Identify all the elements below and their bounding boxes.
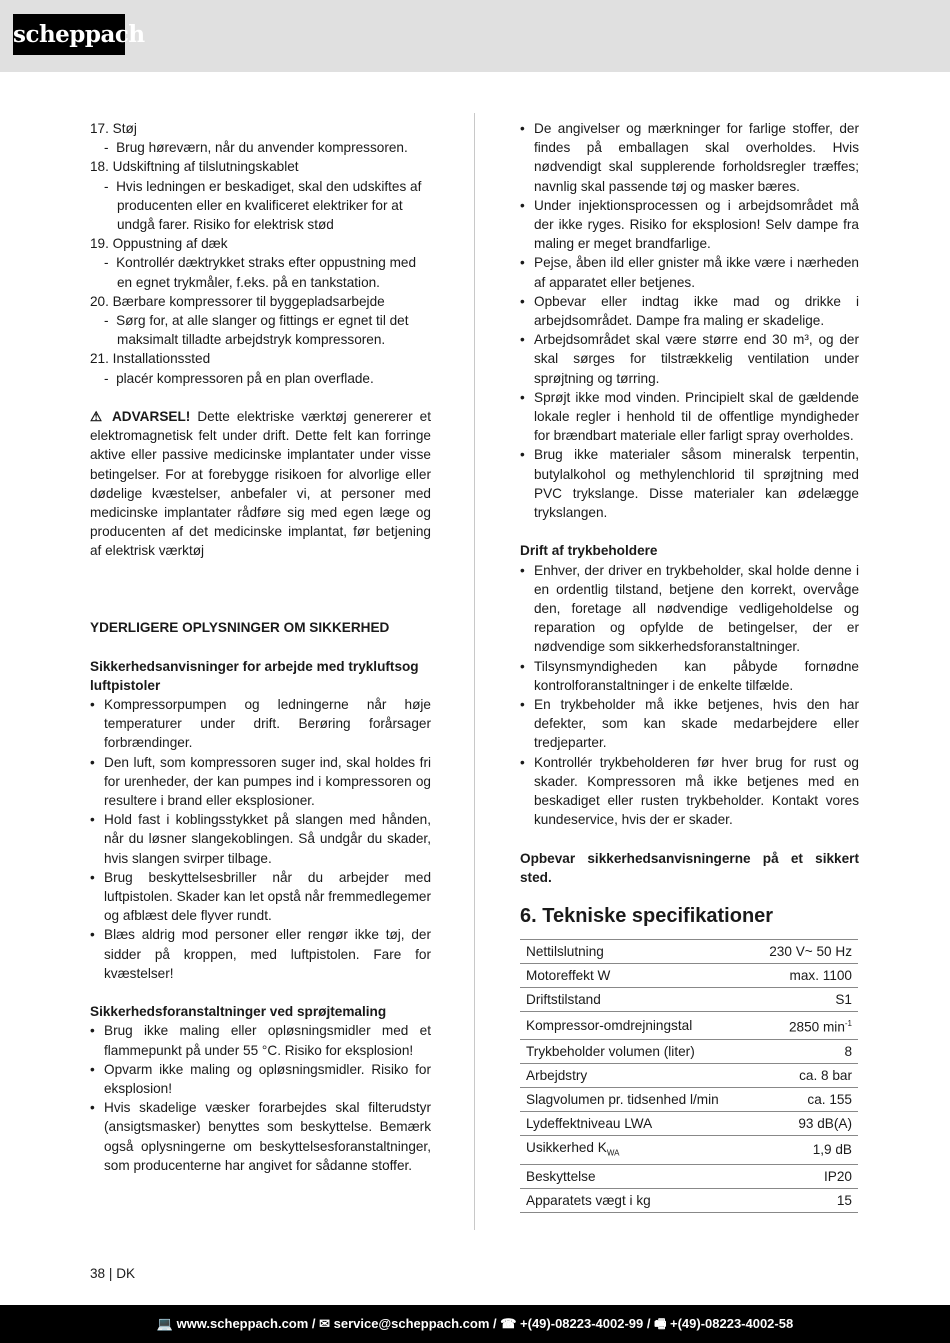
spec-label: Driftstilstand [520, 988, 751, 1012]
table-row [520, 940, 858, 964]
list-item-detail: - placér kompressoren på en plan overflade. [104, 370, 374, 386]
table-row [520, 1012, 858, 1040]
list-item: • Brug ikke materialer såsom mineralsk terpentin, butylalkohol og methylenchlorid til sprøjtning med PVC trykslange. Disse materialer kan ødelægge trykslangen. [520, 445, 859, 522]
spec-value: 15 [751, 1189, 858, 1213]
bullet-list [520, 561, 859, 830]
list-item: • Arbejdsområdet skal være større end 30 m³, og der skal sørges for tilstrækkelig ventilation under sprøjtning og tørring. [520, 330, 859, 388]
bullet-list [90, 695, 431, 983]
page-header [0, 0, 950, 72]
spec-label: Beskyttelse [520, 1165, 751, 1189]
list-item-detail: - Kontrollér dæktrykket straks efter oppustning med en egnet trykmåler, f.eks. på en tankstation. [104, 255, 417, 290]
list-item: • Sprøjt ikke mod vinden. Principielt skal de gældende lokale regler i henhold til de offentlige myndigheder for brændbart materiale eller farligt spray overholdes. [520, 388, 859, 446]
spec-label: Lydeffektniveau LWA [520, 1111, 751, 1135]
numbered-list [90, 119, 431, 388]
list-item: • Opvarm ikke maling og opløsningsmidler. Risiko for eksplosion! [90, 1060, 431, 1098]
spec-value: 2850 $\min^{-1}$ [751, 1012, 858, 1040]
list-item-detail: - Brug høreværn, når du anvender kompressoren. [104, 140, 408, 156]
list-item-detail: - Hvis ledningen er beskadiget, skal den udskiftes af producenten eller en kvalificeret elektriker for at undgå farer. Risiko for elektrisk stød [104, 178, 422, 233]
spec-value: 1,9 dB [751, 1135, 858, 1165]
spec-label: Trykbeholder volumen (liter) [520, 1039, 751, 1063]
list-item: • Enhver, der driver en trykbeholder, skal holde denne i en ordentlig tilstand, betjene den korrekt, overvåge den, foretage all nødvendige vedligeholdelse og reparation og opfylde de betingelser, der er nødvendige som sikkerhedsforanstaltninger. [520, 561, 859, 657]
list-item-number: 19. Oppustning af dæk [90, 236, 228, 252]
bullet-list [90, 1021, 431, 1175]
list-item: • De angivelser og mærkninger for farlige stoffer, der findes på emballagen skal overholdes. Hvis nødvendigt skal supplerende forholdsregler træffes; navnlig skal passende tøj og masker bæres. [520, 119, 859, 196]
spec-value: ca. 8 bar [751, 1063, 858, 1087]
list-item: • Pejse, åben ild eller gnister må ikke være i nærheden af apparatet eller betjenes. [520, 253, 859, 291]
right-column [520, 119, 859, 1213]
spec-value: max. 1100 [751, 964, 858, 988]
specs-table [520, 939, 858, 1213]
page-footer: 💻 www.scheppach.com / ✉ service@scheppach.com / ☎ +(49)-08223-4002-99 / 🖷 +(49)-08223-4002-58 [0, 1305, 950, 1343]
spec-value: 230 V~ 50 Hz [751, 940, 858, 964]
spec-value: 93 dB(A) [751, 1111, 858, 1135]
subsection-title: Sikkerhedsforanstaltninger ved sprøjtemaling [90, 1004, 387, 1020]
spec-value: IP20 [751, 1165, 858, 1189]
table-row [520, 1111, 858, 1135]
list-item: • Den luft, som kompressoren suger ind, skal holdes fri for urenheder, der kan pumpes ind i kompressoren og resultere i brand eller eksplosioner. [90, 753, 431, 811]
list-item: • Kontrollér trykbeholderen før hver brug for rust og skader. Kompressoren må ikke betjenes med en beskadiget eller rusten trykbeholder. Kontakt vores kundeservice, hvis der er skader. [520, 753, 859, 830]
table-row [520, 964, 858, 988]
brand-logo: scheppach [13, 14, 125, 55]
specs-heading: 6. Tekniske specifikationer [520, 905, 774, 928]
spec-label: Usikkerhed $K_{WA}$ [520, 1135, 751, 1165]
list-item: • Blæs aldrig mod personer eller rengør ikke tøj, der sidder på kroppen, med luftpistolen. Fare for kvæstelser! [90, 925, 431, 983]
spec-label: Arbejdstry [520, 1063, 751, 1087]
left-column [90, 119, 431, 1175]
table-row [520, 1063, 858, 1087]
bullet-list [520, 119, 859, 522]
list-item: • Opbevar eller indtag ikke mad og drikke i arbejdsområdet. Dampe fra maling er skadelige. [520, 292, 859, 330]
spec-label: Nettilslutning [520, 940, 751, 964]
list-item: • Brug ikke maling eller opløsningsmidler med et flammepunkt på under 55 °C. Risiko for eksplosion! [90, 1021, 431, 1059]
list-item: • Tilsynsmyndigheden kan påbyde fornødne kontrolforanstaltninger i de enkelte tilfælde. [520, 657, 859, 695]
list-item-number: 21. Installationssted [90, 351, 211, 367]
list-item-number: 20. Bærbare kompressorer til byggepladsarbejde [90, 293, 385, 309]
table-row [520, 1087, 858, 1111]
spec-label: Apparatets vægt i kg [520, 1189, 751, 1213]
spec-label: Motoreffekt W [520, 964, 751, 988]
list-item: • Brug beskyttelsesbriller når du arbejder med luftpistolen. Skader kan let opstå når fremmedlegemer og afblæst dele flyver rundt. [90, 868, 431, 926]
spec-value: 8 [751, 1039, 858, 1063]
table-row [520, 1165, 858, 1189]
section-title: YDERLIGERE OPLYSNINGER OM SIKKERHED [90, 620, 390, 636]
spec-value: S1 [751, 988, 858, 1012]
table-row [520, 1135, 858, 1165]
safety-note: Opbevar sikkerhedsanvisningerne på et sikkert sted. [520, 850, 859, 885]
spec-value: ca. 155 [751, 1087, 858, 1111]
table-row [520, 1039, 858, 1063]
list-item: • En trykbeholder må ikke betjenes, hvis den har defekter, som kan skade medarbejdere eller tredjeparter. [520, 695, 859, 753]
subsection-title: Sikkerhedsanvisninger for arbejde med trykluftsog luftpistoler [90, 658, 419, 693]
table-row [520, 1189, 858, 1213]
spec-label: Slagvolumen pr. tidsenhed l/min [520, 1087, 751, 1111]
list-item: • Hold fast i koblingsstykket på slangen med hånden, når du løsner slangekoblingen. Så undgår du skader, hvis slangen svirper tilbage. [90, 810, 431, 868]
warning-label: ⚠ ADVARSEL! [90, 409, 191, 425]
list-item-detail: - Sørg for, at alle slanger og fittings er egnet til det maksimalt tilladte arbejdstryk kompressoren. [104, 313, 409, 348]
list-item-number: 18. Udskiftning af tilslutningskablet [90, 159, 299, 175]
list-item: • Under injektionsprocessen og i arbejdsområdet må der ikke ryges. Risiko for eksplosion! Selv dampe fra maling er meget brandfarlige. [520, 196, 859, 254]
list-item: • Hvis skadelige væsker forarbejdes skal filterudstyr (ansigtsmasker) benyttes som beskyttelse. Bemærk også oplysningerne om beskyttelsesforanstaltninger, som producenterne har angivet for sådanne stoffer. [90, 1098, 431, 1175]
subsection-title: Drift af trykbeholdere [520, 543, 658, 559]
warning-paragraph: ⚠ ADVARSEL! Dette elektriske værktøj genererer et elektromagnetisk felt under drift. Dette felt kan forringe aktive eller passive medicinske implantater under visse betingelser. For at forebygge risikoen for alvorlige eller dødelige kvæstelser, anbefaler vi, at personer med medicinske implantater rådføre sig med egen læge og producenten af det medicinske implantat, før betjening af elektrisk værktøj [90, 409, 431, 559]
spec-label: Kompressor-omdrejningstal [520, 1012, 751, 1040]
table-row [520, 988, 858, 1012]
page-number: 38 | DK [90, 1266, 136, 1281]
column-divider [474, 113, 475, 1230]
list-item: • Kompressorpumpen og ledningerne når høje temperaturer under drift. Berøring forårsager forbrændinger. [90, 695, 431, 753]
list-item-number: 17. Støj [90, 121, 137, 136]
